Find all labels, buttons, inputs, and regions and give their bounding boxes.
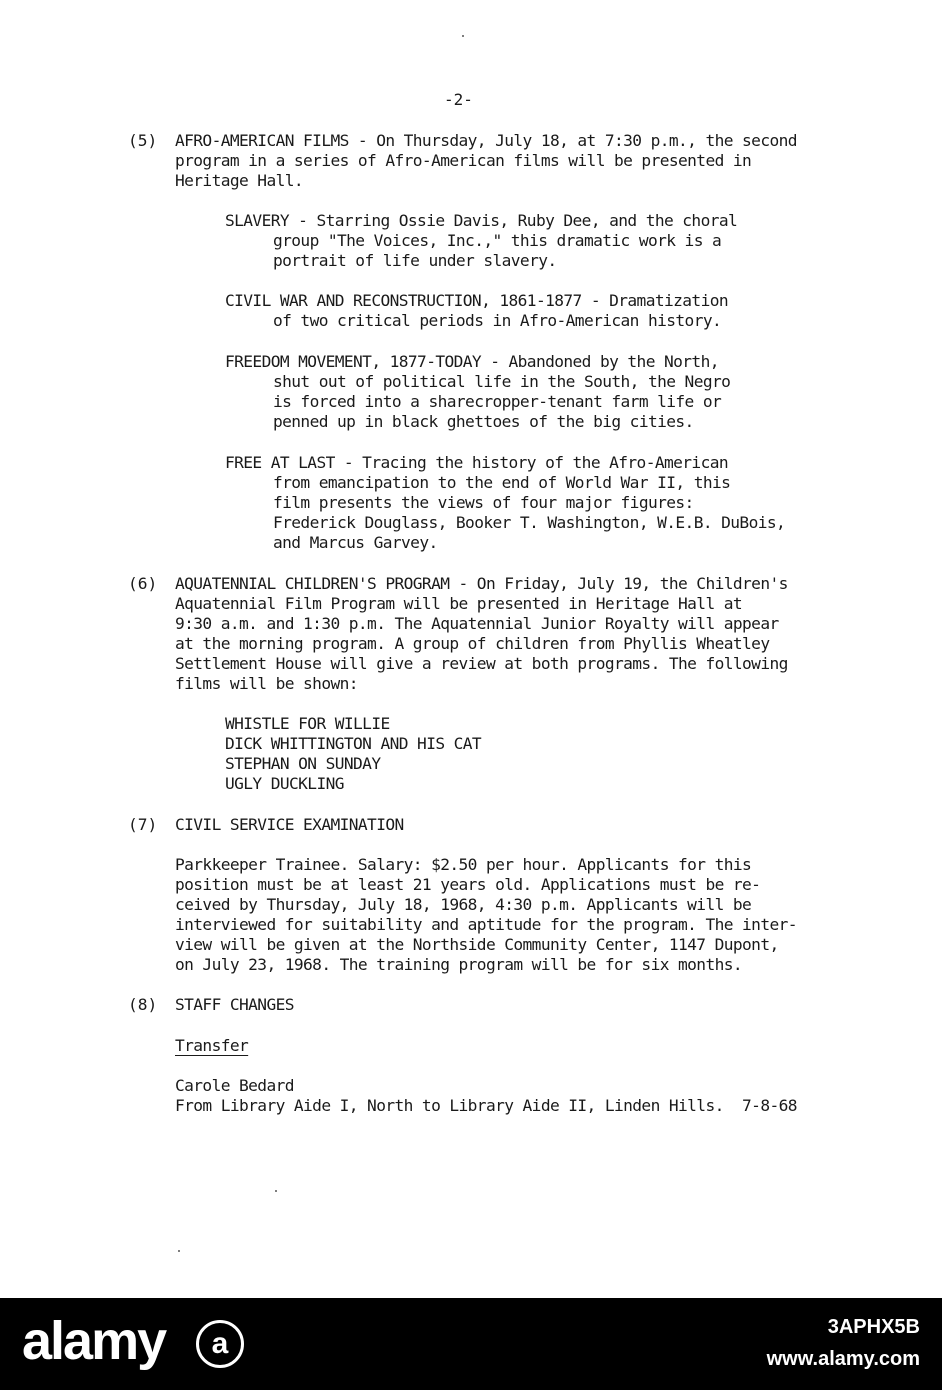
section-7-line: ceived by Thursday, July 18, 1968, 4:30 p.m. Applicants will be [175, 895, 752, 914]
alamy-badge-icon: a [196, 1320, 244, 1368]
film-list-item: WHISTLE FOR WILLIE [225, 714, 390, 733]
staff-name: Carole Bedard [175, 1076, 294, 1095]
section-7-line: view will be given at the Northside Community Center, 1147 Dupont, [175, 935, 779, 954]
film-freedom-desc: is forced into a sharecropper-tenant farm life or [273, 392, 722, 411]
section-5-number: (5) [128, 131, 158, 150]
film-freedom-desc: shut out of political life in the South, the Negro [273, 372, 731, 391]
section-5-line: Heritage Hall. [175, 171, 304, 190]
image-id: 3APHX5B [827, 1316, 920, 1338]
film-civil-war-desc: of two critical periods in Afro-American history. [273, 311, 722, 330]
film-list-item: UGLY DUCKLING [225, 774, 344, 793]
film-free-at-last-desc: film presents the views of four major figures: [273, 493, 694, 512]
section-5-line: program in a series of Afro-American films will be presented in [175, 151, 752, 170]
transfer-detail: From Library Aide I, North to Library Aide II, Linden Hills. 7-8-68 [175, 1096, 797, 1115]
section-6-line: AQUATENNIAL CHILDREN'S PROGRAM - On Friday, July 19, the Children's [175, 574, 788, 593]
film-free-at-last-title: FREE AT LAST - Tracing the history of the Afro-American [225, 453, 729, 472]
section-5-line: AFRO-AMERICAN FILMS - On Thursday, July 18, at 7:30 p.m., the second [175, 131, 797, 150]
paper-speck [275, 1190, 277, 1192]
film-free-at-last-desc: Frederick Douglass, Booker T. Washington, W.E.B. DuBois, [273, 513, 786, 532]
paper-speck [462, 35, 464, 37]
transfer-subheading: Transfer [175, 1036, 249, 1055]
section-8-number: (8) [128, 995, 158, 1014]
site-url: www.alamy.com [766, 1348, 920, 1370]
section-7-number: (7) [128, 815, 158, 834]
film-civil-war-title: CIVIL WAR AND RECONSTRUCTION, 1861-1877 - Dramatization [225, 291, 729, 310]
film-freedom-desc: penned up in black ghettoes of the big cities. [273, 412, 694, 431]
section-7-line: Parkkeeper Trainee. Salary: $2.50 per hour. Applicants for this [175, 855, 752, 874]
film-slavery-title: SLAVERY - Starring Ossie Davis, Ruby Dee, and the choral [225, 211, 738, 230]
film-list-item: DICK WHITTINGTON AND HIS CAT [225, 734, 482, 753]
film-slavery-desc: group "The Voices, Inc.," this dramatic work is a [273, 231, 722, 250]
section-6-line: 9:30 a.m. and 1:30 p.m. The Aquatennial Junior Royalty will appear [175, 614, 779, 633]
section-6-number: (6) [128, 574, 158, 593]
watermark-footer [0, 1298, 942, 1390]
section-7-line: on July 23, 1968. The training program will be for six months. [175, 955, 743, 974]
alamy-logo: alamy [22, 1311, 166, 1371]
section-7-line: interviewed for suitability and aptitude for the program. The inter- [175, 915, 797, 934]
section-7-line: position must be at least 21 years old. Applications must be re- [175, 875, 761, 894]
section-6-line: Settlement House will give a review at both programs. The following [175, 654, 788, 673]
section-6-line: films will be shown: [175, 674, 358, 693]
film-list-item: STEPHAN ON SUNDAY [225, 754, 381, 773]
section-6-line: Aquatennial Film Program will be presented in Heritage Hall at [175, 594, 743, 613]
paper-speck [178, 1250, 180, 1252]
section-8-heading: STAFF CHANGES [175, 995, 294, 1014]
film-free-at-last-desc: and Marcus Garvey. [273, 533, 438, 552]
section-6-line: at the morning program. A group of children from Phyllis Wheatley [175, 634, 770, 653]
section-7-heading: CIVIL SERVICE EXAMINATION [175, 815, 404, 834]
film-free-at-last-desc: from emancipation to the end of World War II, this [273, 473, 731, 492]
film-slavery-desc: portrait of life under slavery. [273, 251, 557, 270]
film-freedom-title: FREEDOM MOVEMENT, 1877-TODAY - Abandoned by the North, [225, 352, 719, 371]
page-number: -2- [444, 90, 473, 109]
